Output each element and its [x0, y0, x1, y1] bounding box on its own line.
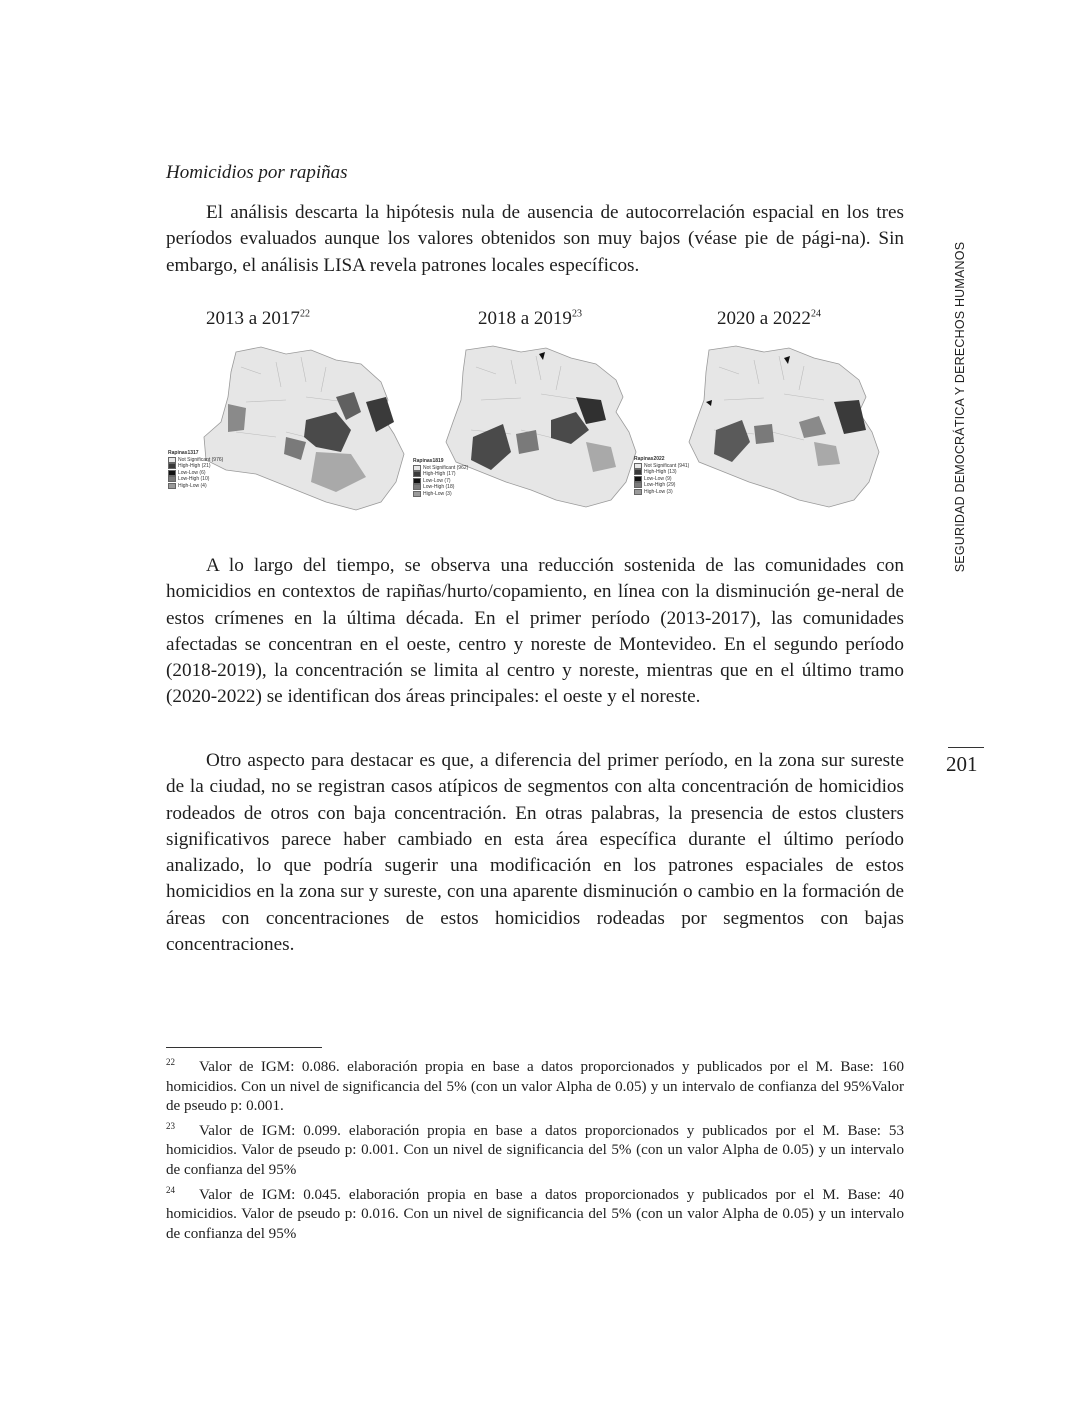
paragraph-intro: El análisis descarta la hipótesis nula de ausencia de autocorrelación espacial en los tres períodos evaluados aunque los valores obtenidos son muy bajos (véase pie de pági-na). Sin embargo, el análisis LISA revela patrones locales específicos. [166, 202, 904, 276]
legend-title: Rapinas1317 [168, 450, 199, 456]
legend-item: Low-Low (9) [634, 476, 689, 483]
footnote: $^{22}$ Valor de IGM: 0.086. elaboración propia en base a datos proporcionados y publicados por el M. Base: 160 homicidios. Con un nivel de significancia del 5% (con un valor Alpha de 0.05) y un intervalo de confianza del 95%Valor de pseudo p: 0.001. [166, 1057, 904, 1115]
legend-item: Low-High (10) [168, 476, 223, 483]
map-title: 2013 a 2017$^{22}$ [206, 308, 310, 329]
section-heading: Homicidios por rapiñas [166, 162, 348, 183]
map-legend [413, 458, 468, 497]
legend-item: Not Significant (976) [168, 457, 223, 464]
footnote: $^{23}$ Valor de IGM: 0.099. elaboración propia en base a datos proporcionados y publicados por el M. Base: 53 homicidios. Valor de pseudo p: 0.001. Con un nivel de significancia del 5% (con un valor Alpha de 0.05) y un intervalo de confianza del 95% [166, 1120, 904, 1179]
footnote: $^{24}$ Valor de IGM: 0.045. elaboración propia en base a datos proporcionados y publicados por el M. Base: 40 homicidios. Valor de pseudo p: 0.016. Con un nivel de significancia del 5% (con un valor Alpha de 0.05) y un intervalo de confianza del 95% [166, 1184, 904, 1242]
legend-item: High-High (21) [168, 463, 223, 470]
footnote-separator [166, 1047, 322, 1048]
legend-item: High-High (17) [413, 471, 468, 478]
legend-item: High-Low (4) [168, 483, 223, 490]
legend-item: High-Low (3) [413, 491, 468, 498]
map-legend [168, 450, 223, 489]
running-header-vertical: SEGURIDAD DEMOCRÁTICA Y DERECHOS HUMANOS [953, 241, 967, 573]
map-panel-2013-2017 [166, 300, 416, 515]
paragraph-trend: A lo largo del tiempo, se observa una reducción sostenida de las comunidades con homicidios en contextos de rapiñas/hurto/copamiento, en línea con la disminución ge-neral de estos crímenes en la última década. En el primer período (2013-2017), las comunidades afectadas se concentran en el oeste, centro y noreste de Montevideo. En el segundo período (2018-2019), la concentración se limita al centro y noreste, mientras que en el último tramo (2020-2022) se identifican dos áreas principales: el oeste y el noreste. [166, 555, 904, 708]
legend-item: Not Significant (962) [413, 465, 468, 472]
legend-title: Rapinas2022 [634, 456, 665, 462]
legend-item: Low-Low (6) [168, 470, 223, 477]
legend-item: Low-High (18) [413, 484, 468, 491]
lisa-map-2013-2017 [166, 342, 416, 517]
page-number: 201 [946, 752, 978, 776]
map-panel-2018-2019 [411, 300, 661, 515]
map-title: 2018 a 2019$^{23}$ [478, 308, 582, 329]
paragraph-southeast: Otro aspecto para destacar es que, a diferencia del primer período, en la zona sur sureste de la ciudad, no se registran casos atípicos de segmentos con alta concentración de homicidios rodeados de otros con baja concentración. En otras palabras, la presencia de estos clusters significativos parece haber cambiado en esta área específica durante el último período analizado, lo que podría sugerir una modificación en los patrones espaciales de estos homicidios en la zona sur y sureste, con una aparente disminución o cambio en la formación de áreas con concentraciones de estos homicidios rodeadas por segmentos con bajas concentraciones. [166, 750, 904, 956]
legend-item: High-Low (3) [634, 489, 689, 496]
map-panel-2020-2022 [634, 300, 904, 515]
map-title: 2020 a 2022$^{24}$ [717, 308, 821, 329]
lisa-map-2020-2022 [654, 342, 904, 517]
legend-item: Not Significant (941) [634, 463, 689, 470]
legend-item: High-High (13) [634, 469, 689, 476]
map-legend [634, 456, 689, 495]
legend-item: Low-High (29) [634, 482, 689, 489]
lisa-maps-row [166, 300, 904, 520]
footnotes [166, 1053, 904, 1244]
page-number-rule [948, 747, 984, 748]
legend-item: Low-Low (7) [413, 478, 468, 485]
legend-title: Rapinas1819 [413, 458, 444, 464]
